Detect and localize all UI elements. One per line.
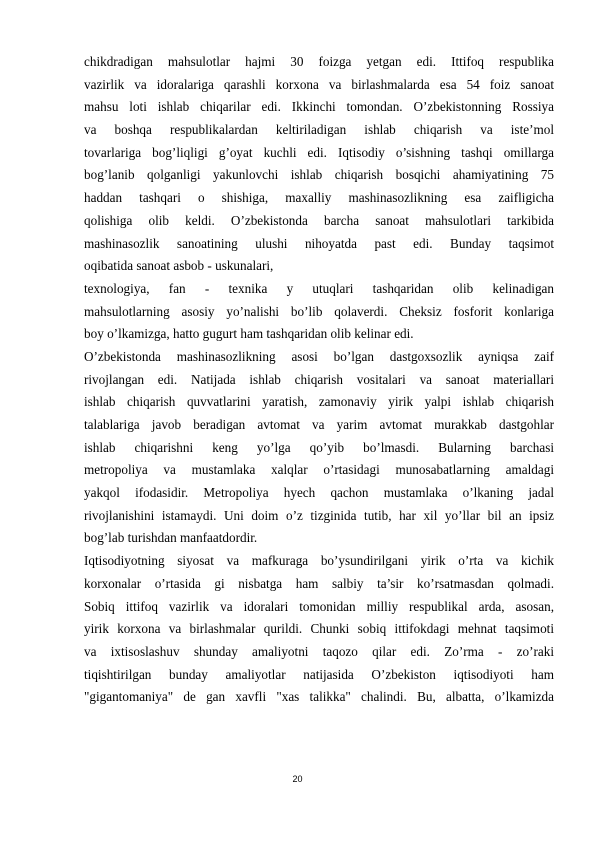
text-line: talablariga javob beradigan avtomat va yarim avtomat murakkab dastgohlar [84,417,554,432]
text-line: mahsulotlarning asosiy yo’nalishi bo’lib qolaverdi. Cheksiz fosforit konlariga [84,303,554,319]
text-line: haddan tashqari o shishiga, maxalliy mashinasozlikning esa zaifligicha [84,190,554,206]
text-line: ishlab chiqarishni keng yo’lga qo’yib bo’lmasdi. Bularning barchasi [84,439,554,455]
text-line: bog’lanib qolganligi yakunlovchi ishlab chiqarish bosqichi ahamiyatining 75 [84,167,554,183]
text-line: va boshqa respublikalardan keltiriladigan ishlab chiqarish va iste’mol [84,122,554,138]
text-line: va ixtisoslashuv shunday amaliyotni taqozo qilar edi. Zo’rma - zo’raki [84,643,554,659]
text-line: Sobiq ittifoq vazirlik va idoralari tomonidan milliy respublikal arda, asosan, [84,598,554,614]
text-line: tiqishtirilgan bunday amaliyotlar natijasida O’zbekiston iqtisodiyoti ham [84,666,554,682]
text-line: O’zbekistonda mashinasozlikning asosi bo’lgan dastgoxsozlik ayniqsa zaif [84,348,554,364]
text-line: chikdradigan mahsulotlar hajmi 30 foizga yetgan edi. Ittifoq respublika [84,54,554,69]
text-line: korxonalar o’rtasida gi nisbatga ham salbiy ta’sir ko’rsatmasdan qolmadi. [84,575,554,591]
text-line: boy o’lkamizga, hatto gugurt ham tashqaridan olib kelinar edi. [84,326,414,342]
text-line: vazirlik va idoralariga qarashli korxona va birlashmalarda esa 54 foiz sanoat [84,76,554,92]
text-line: tovarlariga bog’liqligi g’oyat kuchli edi. Iqtisodiy o’sishning tashqi omillarga [84,144,554,160]
text-line: texnologiya, fan - texnika y utuqlari tashqaridan olib kelinadigan [84,280,554,296]
text-line: oqibatida sanoat asbob - uskunalari, [84,258,274,274]
text-line: Iqtisodiyotning siyosat va mafkuraga bo’ysundirilgani yirik o’rta va kichik [84,553,554,569]
text-line: "gigantomaniya" de gan xavfli "xas talikka" chalindi. Bu, albatta, o’lkamizda [84,689,554,705]
text-line: ishlab chiqarish quvvatlarini yaratish, zamonaviy yirik yalpi ishlab chiqarish [84,394,554,410]
text-line: rivojlanishini istamaydi. Uni doim o’z tizginida tutib, har xil yo’llar bil an ipsiz [84,507,554,523]
page-number: 20 [292,774,303,784]
text-line: mahsu loti ishlab chiqarilar edi. Ikkinchi tomondan. O’zbekistonning Rossiya [84,99,554,115]
text-line: metropoliya va mustamlaka xalqlar o’rtasidagi munosabatlarning amaldagi [84,462,554,478]
text-line: rivojlangan edi. Natijada ishlab chiqarish vositalari va sanoat materiallari [84,371,554,387]
text-line: bog’lab turishdan manfaatdordir. [84,530,258,546]
text-line: qolishiga olib keldi. O’zbekistonda barcha sanoat mahsulotlari tarkibida [84,212,554,228]
text-line: yakqol ifodasidir. Metropoliya hyech qachon mustamlaka o’lkaning jadal [84,485,554,501]
text-line: mashinasozlik sanoatining ulushi nihoyatda past edi. Bunday taqsimot [84,235,554,251]
body-text [84,51,554,709]
text-line: yirik korxona va birlashmalar qurildi. Chunki sobiq ittifokdagi mehnat taqsimoti [84,621,554,637]
